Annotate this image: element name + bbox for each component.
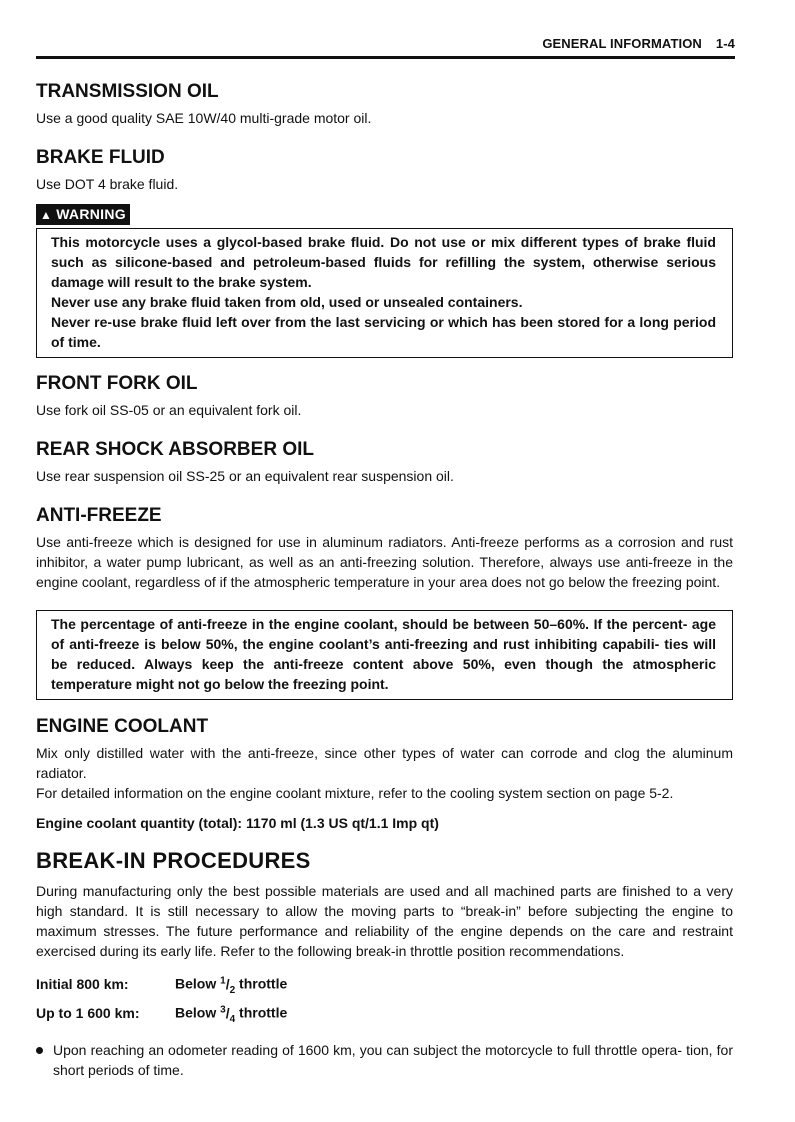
engine-coolant-text-2: For detailed information on the engine coolant mixture, refer to the cooling system section on page 5-2. <box>36 785 674 801</box>
warning-label: WARNING <box>56 206 126 222</box>
break-in-bullet-text: Upon reaching an odometer reading of 1600 km, you can subject the motorcycle to full throttle opera- tion, for short periods of time. <box>53 1041 733 1078</box>
warning-line-3: Never re-use brake fluid left over from the last servicing or which has been stored for a long period of time. <box>51 314 716 350</box>
header-section-title: GENERAL INFORMATION <box>542 36 702 51</box>
warning-line-2: Never use any brake fluid taken from old, used or unsealed containers. <box>51 294 523 310</box>
throttle-fraction: $^3/_4$ <box>220 1004 236 1025</box>
throttle-below: Below <box>175 975 217 992</box>
bullet-dot-icon <box>36 1047 43 1054</box>
page-content <box>36 80 733 1080</box>
throttle-row <box>36 1000 733 1029</box>
throttle-row-label: Initial 800 km: <box>36 975 129 992</box>
throttle-fraction: $^1/_2$ <box>220 975 236 996</box>
throttle-table <box>36 971 733 1030</box>
throttle-row <box>36 971 733 1000</box>
anti-freeze-text: Use anti-freeze which is designed for use in aluminum radiators. Anti-freeze performs as a corrosion and rust inhibitor, a water pump lubricant, as well as an anti-freezing solution. Therefore, always use anti-freeze in the engine coolant, regardless of if the atmospheric temperature in your area does not go below the freezing point. <box>36 534 733 590</box>
throttle-suffix: throttle <box>239 1005 288 1022</box>
throttle-row-label: Up to 1 600 km: <box>36 1005 140 1022</box>
brake-fluid-warning-box <box>36 228 733 358</box>
engine-coolant-heading: ENGINE COOLANT <box>36 716 209 737</box>
transmission-oil-heading: TRANSMISSION OIL <box>36 81 219 102</box>
engine-coolant-text-1: Mix only distilled water with the anti-freeze, since other types of water can corrode and clog the aluminum radiator. <box>36 745 733 781</box>
anti-freeze-note: The percentage of anti-freeze in the engine coolant, should be between 50–60%. If the percent- age of anti-freeze is below 50%, the engine coolant’s anti-freezing and rust inhibiting capabili- ties will be reduced. Always keep the anti-freeze content above 50%, even though the atmospheric temperature might not go below the freezing point. <box>51 616 716 692</box>
transmission-oil-text: Use a good quality SAE 10W/40 multi-grade motor oil. <box>36 110 372 126</box>
engine-coolant-quantity: Engine coolant quantity (total): 1170 ml (1.3 US qt/1.1 Imp qt) <box>36 815 439 831</box>
front-fork-oil-heading: FRONT FORK OIL <box>36 373 198 394</box>
anti-freeze-note-box <box>36 610 733 700</box>
brake-fluid-text: Use DOT 4 brake fluid. <box>36 176 179 192</box>
header-rule <box>36 56 735 59</box>
page-number: 1-4 <box>715 36 735 51</box>
rear-shock-text: Use rear suspension oil SS-25 or an equivalent rear suspension oil. <box>36 468 454 484</box>
anti-freeze-heading: ANTI-FREEZE <box>36 505 162 526</box>
break-in-text: During manufacturing only the best possible materials are used and all machined parts are finished to a very high standard. It is still necessary to allow the moving parts to “break-in” before subjecting the engine to maximum stresses. The future performance and reliability of the engine depends on the care and restraint exercised during its early life. Refer to the following break-in throttle position recommendations. <box>36 883 733 959</box>
brake-fluid-heading: BRAKE FLUID <box>36 147 165 168</box>
page-header <box>36 36 735 51</box>
break-in-heading: BREAK-IN PROCEDURES <box>36 848 311 873</box>
warning-line-1: This motorcycle uses a glycol-based brake fluid. Do not use or mix different types of brake fluid such as silicone-based and petroleum-based fluids for refilling the system, otherwise serious damage will result to the brake system. <box>51 234 716 290</box>
break-in-bullet <box>36 1040 733 1080</box>
throttle-suffix: throttle <box>239 975 288 992</box>
warning-badge <box>36 204 130 225</box>
rear-shock-heading: REAR SHOCK ABSORBER OIL <box>36 439 314 460</box>
throttle-below: Below <box>175 1005 217 1022</box>
front-fork-oil-text: Use fork oil SS-05 or an equivalent fork oil. <box>36 402 302 418</box>
warning-badge-row <box>36 204 733 225</box>
warning-triangle-icon: ▲ <box>40 208 53 222</box>
